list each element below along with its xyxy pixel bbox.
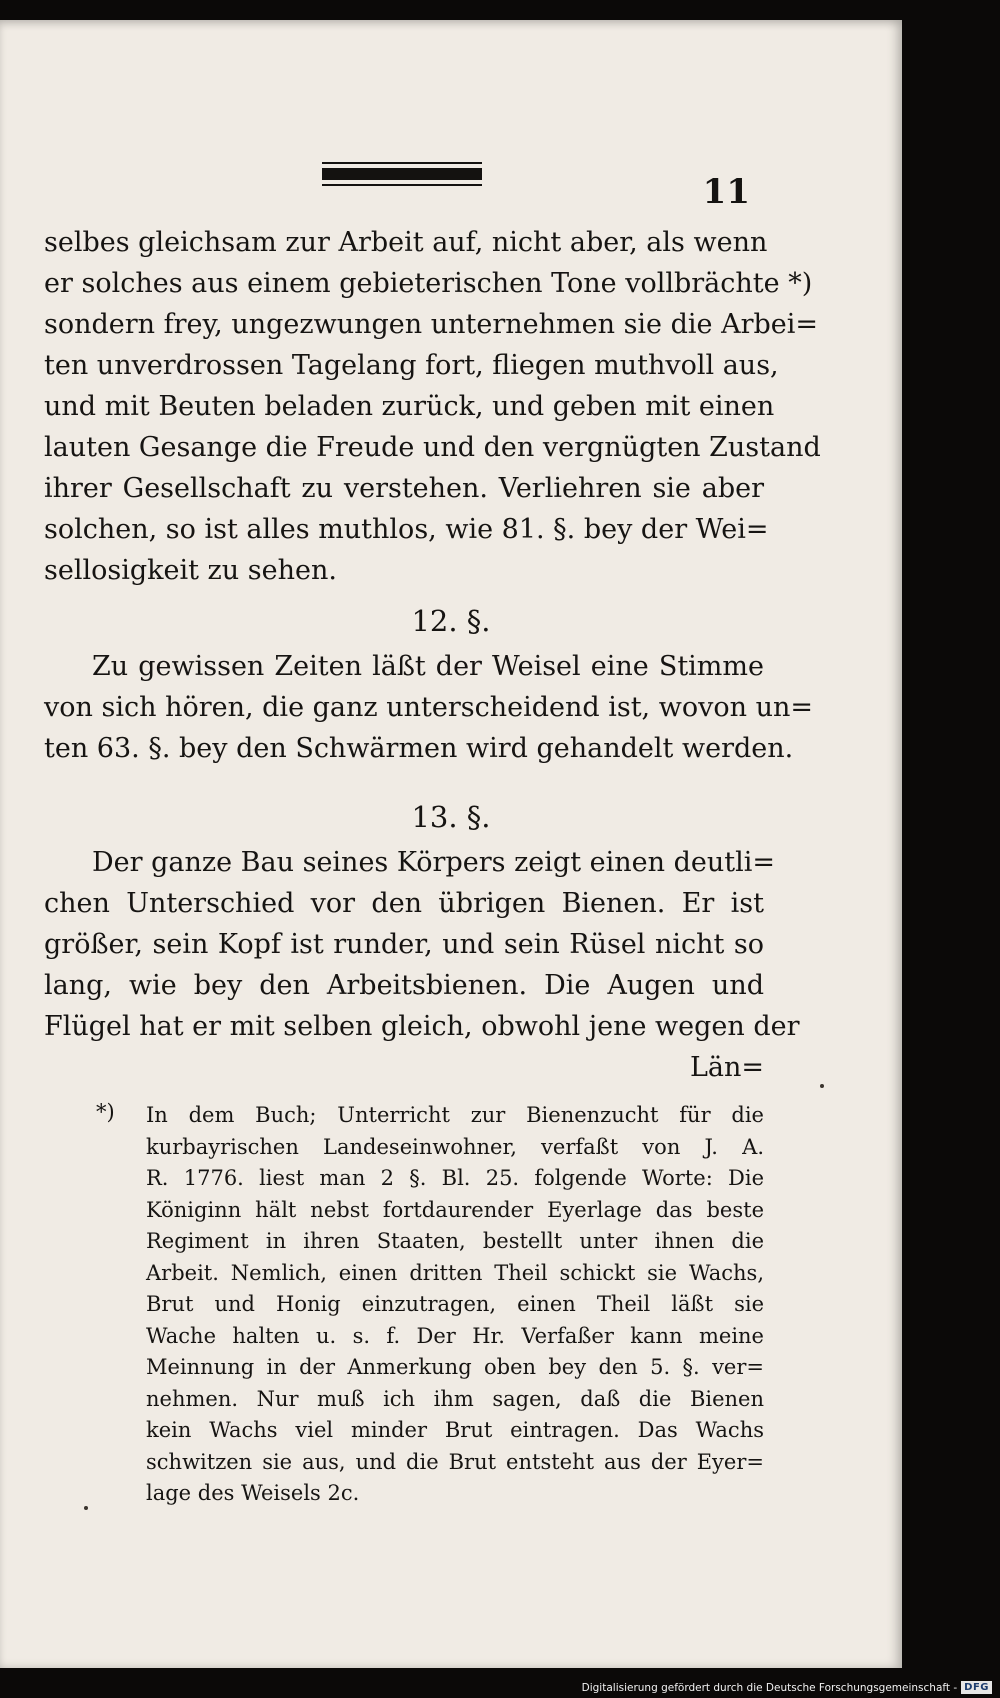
footnote-line: Königinn hält nebst fortdaurender Eyerlage das beste xyxy=(146,1197,764,1222)
digitization-credit xyxy=(582,1681,992,1694)
text-line: ten unverdrossen Tagelang fort, fliegen muthvoll aus, xyxy=(44,350,779,381)
footnote-line: Arbeit. Nemlich, einen dritten Theil schickt sie Wachs, xyxy=(146,1260,764,1285)
footnote xyxy=(96,1100,764,1510)
paragraph-section-13 xyxy=(44,842,800,1088)
footnote-line: lage des Weisels 2c. xyxy=(146,1481,360,1505)
text-line: lauten Gesange die Freude und den vergnügten Zustand xyxy=(44,432,821,463)
text-line: sellosigkeit zu sehen. xyxy=(44,555,337,586)
text-line: größer, sein Kopf ist runder, und sein Rüsel nicht so xyxy=(44,929,764,960)
text-line: und mit Beuten beladen zurück, und geben mit einen xyxy=(44,391,775,422)
catchword: Län= xyxy=(689,1052,764,1083)
text-line: er solches aus einem gebieterischen Tone vollbrächte *) xyxy=(44,268,813,299)
paragraph-continued xyxy=(44,222,821,591)
footnote-line: nehmen. Nur muß ich ihm sagen, daß die Bienen xyxy=(146,1386,764,1411)
footnote-line: R. 1776. liest man 2 §. Bl. 25. folgende Worte: Die xyxy=(146,1166,764,1190)
footnote-line: kein Wachs viel minder Brut eintragen. Das Wachs xyxy=(146,1418,764,1442)
header-rule xyxy=(322,168,482,180)
footnote-line: Regiment in ihren Staaten, bestellt unter ihnen die xyxy=(146,1229,764,1253)
footnote-line: Wache halten u. s. f. Der Hr. Verfaßer kann meine xyxy=(146,1323,764,1348)
footnote-line: In dem Buch; Unterricht zur Bienenzucht für die xyxy=(146,1103,764,1127)
section-heading-12: 12. §. xyxy=(411,604,491,638)
text-line: Zu gewissen Zeiten läßt der Weisel eine Stimme xyxy=(92,651,764,682)
book-page xyxy=(0,20,902,1668)
footnote-line: Meinnung in der Anmerkung oben bey den 5. §. ver= xyxy=(146,1355,764,1379)
text-line: ten 63. §. bey den Schwärmen wird gehandelt werden. xyxy=(44,733,794,764)
footnote-line: kurbayrischen Landeseinwohner, verfaßt von J. A. xyxy=(146,1134,764,1159)
dfg-logo: DFG xyxy=(961,1681,992,1694)
footnote-line: schwitzen sie aus, und die Brut entsteht aus der Eyer= xyxy=(146,1449,764,1474)
footnote-line: Brut und Honig einzutragen, einen Theil läßt sie xyxy=(146,1292,764,1316)
text-line: von sich hören, die ganz unterscheidend ist, wovon un= xyxy=(44,692,813,723)
text-line: sondern frey, ungezwungen unternehmen sie die Arbei= xyxy=(44,309,819,340)
ink-speck xyxy=(820,1084,824,1088)
section-heading-13: 13. §. xyxy=(411,800,491,834)
text-line: chen Unterschied vor den übrigen Bienen. Er ist xyxy=(44,888,764,919)
credit-text: Digitalisierung gefördert durch die Deutsche Forschungsgemeinschaft - xyxy=(581,1681,958,1694)
text-line: Flügel hat er mit selben gleich, obwohl jene wegen der xyxy=(44,1011,800,1042)
paragraph-section-12 xyxy=(44,646,813,769)
text-line: lang, wie bey den Arbeitsbienen. Die Augen und xyxy=(44,970,764,1001)
ink-speck xyxy=(84,1506,88,1510)
text-line: Der ganze Bau seines Körpers zeigt einen deutli= xyxy=(92,847,775,878)
page-number: 11 xyxy=(702,172,750,212)
text-line: ihrer Gesellschaft zu verstehen. Verliehren sie aber xyxy=(44,473,764,504)
footnote-marker: *) xyxy=(96,1100,115,1124)
text-line: solchen, so ist alles muthlos, wie 81. §. bey der Wei= xyxy=(44,514,769,545)
text-line: selbes gleichsam zur Arbeit auf, nicht aber, als wenn xyxy=(44,227,768,258)
